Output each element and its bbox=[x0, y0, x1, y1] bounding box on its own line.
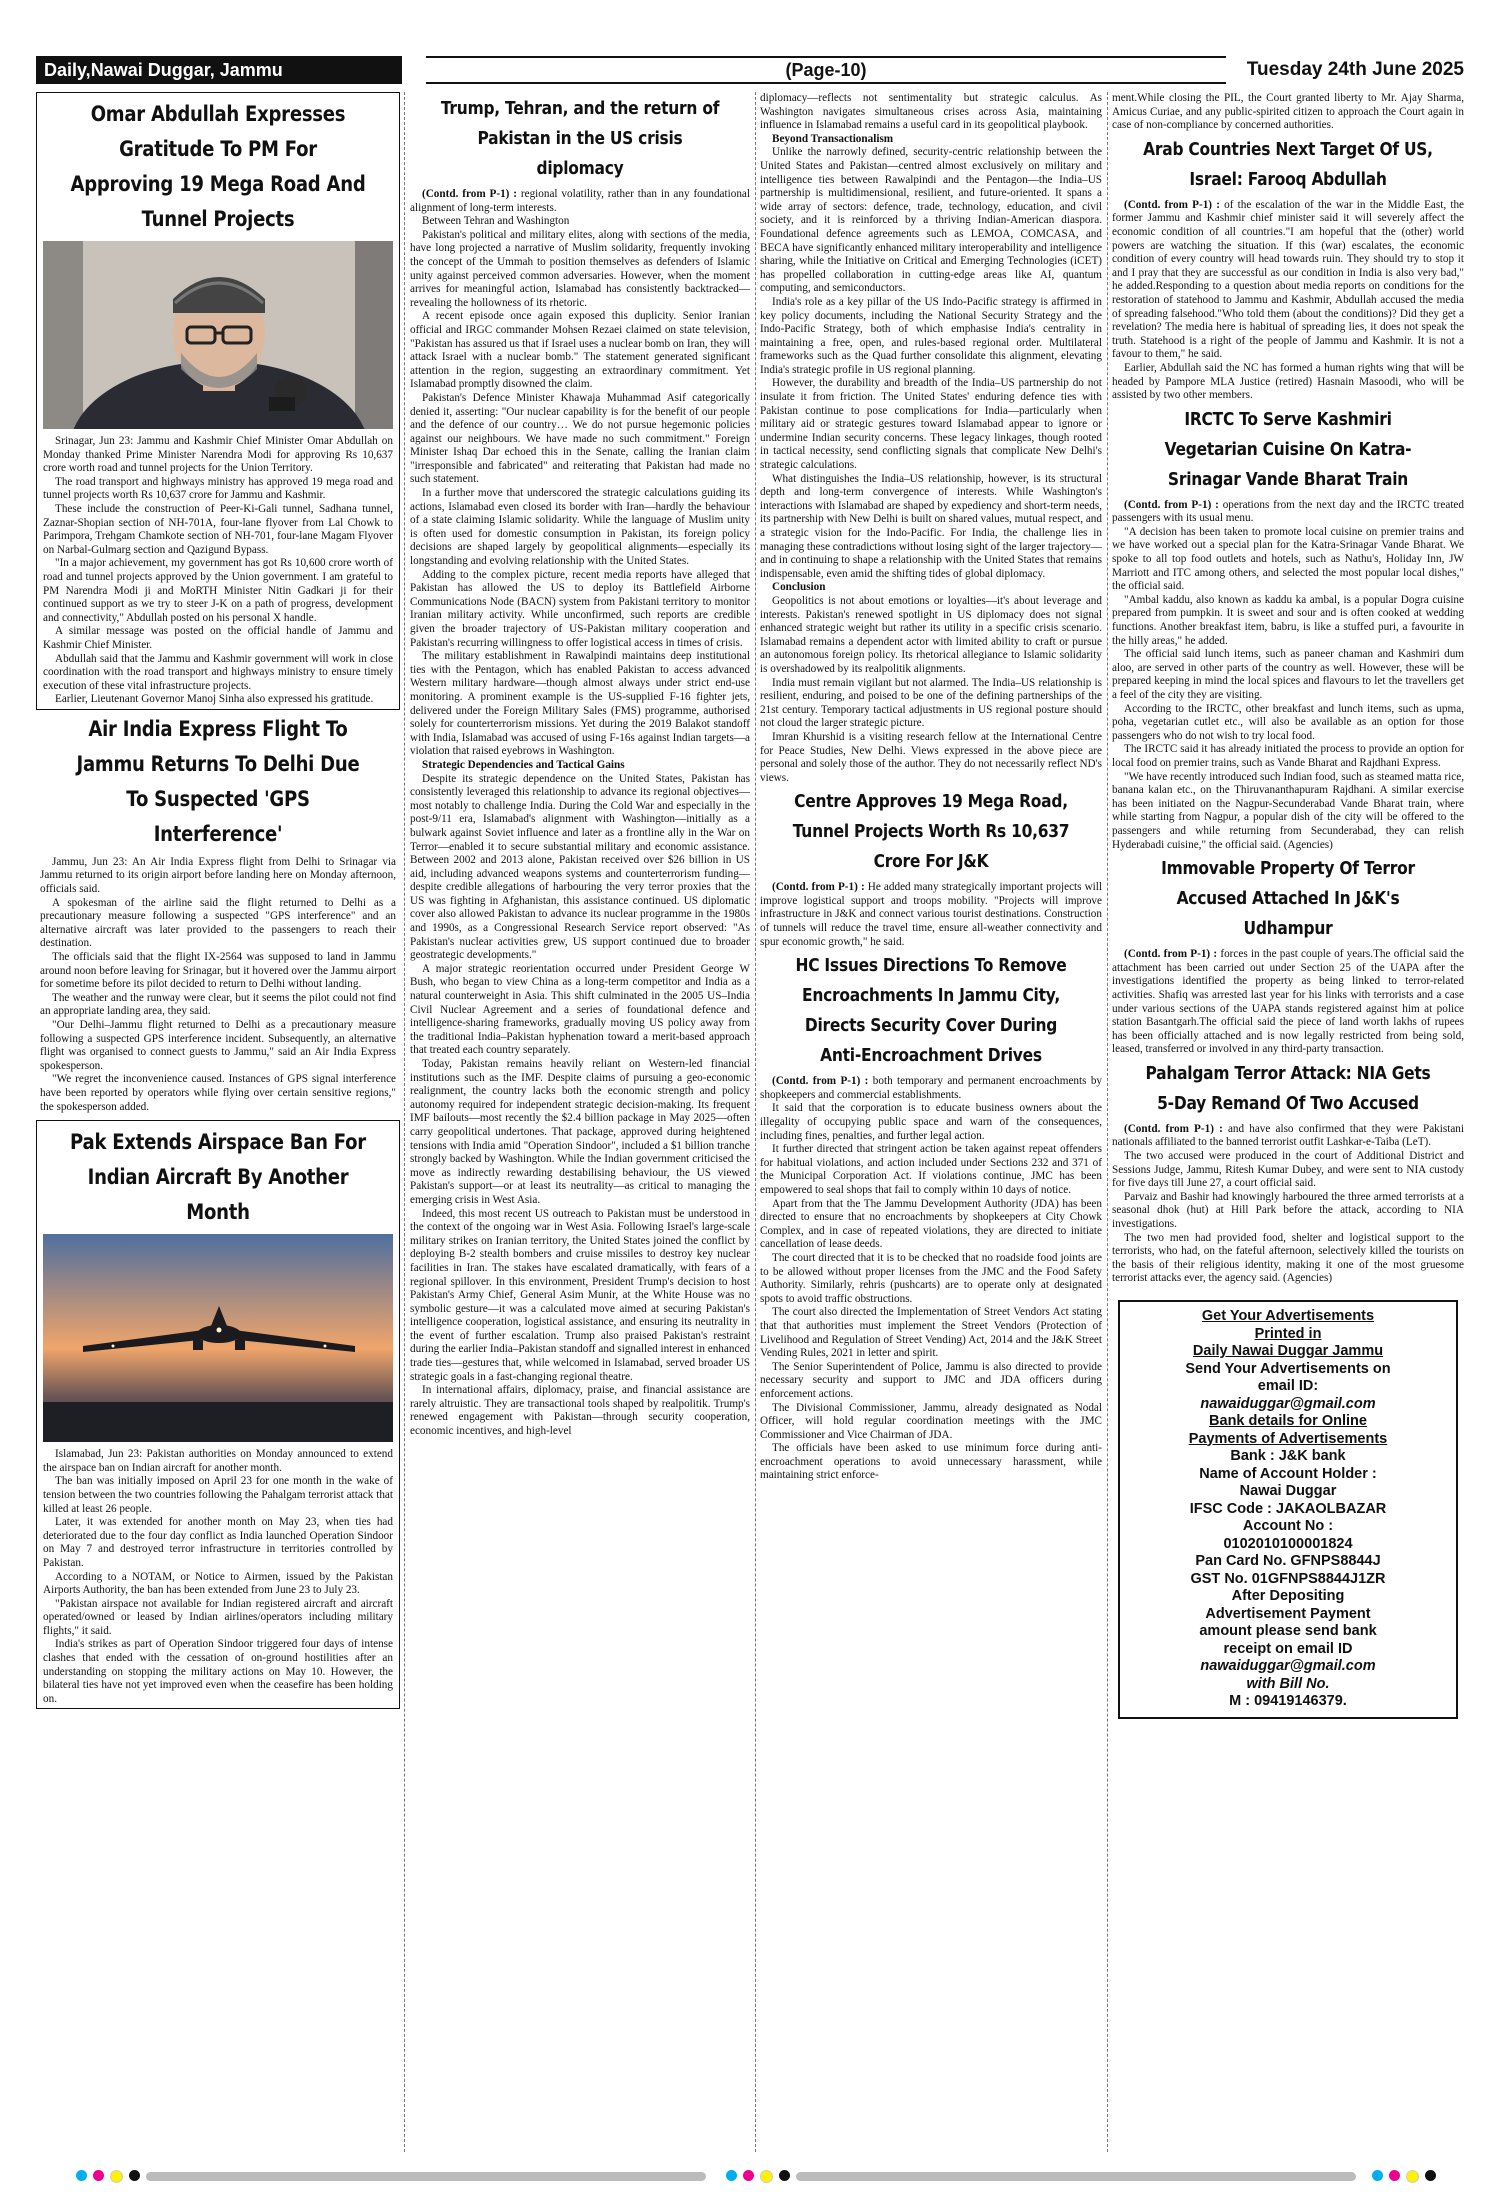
paragraph: Adding to the complex picture, recent media reports have alleged that Pakistan has allowed the US to deploy its Battlefield Airborne Communications Node (BACN) system from Pakistani territory to monitor Iranian military activity. While unconfirmed, such reports are credible given the broader trajectory of US-Pakistan military cooperation and Pakistan's recurring willingness to offer logistical access in times of crisis. bbox=[410, 568, 750, 649]
paragraph: Geopolitics is not about emotions or loyalties—it's about leverage and interests. Pakistan's renewed spotlight in US diplomacy does not signal enhanced strategic weight but rather its utility in a specific crisis scenario. Islamabad remains a dependent actor with limited ability to craft or pursue an autonomous foreign policy. Its rhetorical allegiance to Islamic solidarity is overshadowed by its realpolitik alignments. bbox=[760, 594, 1102, 675]
omar-abdullah-photo bbox=[43, 241, 393, 429]
paragraph: India's role as a key pillar of the US Indo-Pacific strategy is affirmed in key policy documents, including the National Security Strategy and the Indo-Pacific Strategy, both of which emphasise India's centrality in maintaining a free, open, and rules-based regional order. Multilateral frameworks such as the Quad further consolidate this alignment, elevating India's strategic profile in US regional planning. bbox=[760, 295, 1102, 376]
paragraph: India must remain vigilant but not alarmed. The India–US relationship is resilient, enduring, and poised to be one of the defining partnerships of the 21st century. Temporary tactical adjustments in US regional posture should not cloud the larger strategic picture. bbox=[760, 676, 1102, 730]
column-divider bbox=[1107, 92, 1108, 2152]
paragraph: A similar message was posted on the official handle of Jammu and Kashmir Chief Minister. bbox=[43, 625, 393, 651]
column-4 bbox=[1112, 92, 1464, 2152]
paragraph: Between Tehran and Washington bbox=[422, 215, 570, 228]
paragraph: The officials said that the flight IX-2564 was supposed to land in Jammu around noon before leaving for Srinagar, but it hovered over the Jammu airport for sometime before its pilot decided to return to Delhi without landing. bbox=[40, 951, 396, 991]
magenta-dot bbox=[743, 2170, 754, 2181]
black-dot bbox=[779, 2170, 790, 2181]
paragraph: However, the durability and breadth of the India–US partnership do not insulate it from friction. The United States' enduring defence ties with Pakistan continue to pose complications for India—particularly when military aid or strategic gestures toward Islamabad appear to ignore or undermine Indian security concerns. These legacy linkages, though rooted in tactical necessity, send conflicting signals that complicate New Delhi's strategic calculations. bbox=[760, 377, 1102, 472]
paragraph: The two accused were produced in the court of Additional District and Sessions Judge, Jammu, Ritesh Kumar Dubey, and were sent to NIA custody for five days till June 27, a court official said. bbox=[1112, 1150, 1464, 1190]
paragraph: It further directed that stringent action be taken against repeat offenders for habitual violations, and action included under Sections 232 and 371 of the Municipal Corporation Act. If violations continue, JMC has been empowered to seal shops that fail to comply within 10 days of notice. bbox=[760, 1143, 1102, 1196]
ad-email: nawaiduggar@gmail.com bbox=[1200, 1395, 1376, 1412]
paragraph: both temporary and permanent encroachments by shopkeepers and commercial establishments. bbox=[760, 1075, 1102, 1101]
advertisement-box bbox=[1118, 1300, 1458, 1719]
continued-marker: (Contd. from P-1) : bbox=[1124, 948, 1218, 961]
paragraph: "A decision has been taken to promote local cuisine on premier trains and we have worked out a special plan for the Katra-Srinagar Vande Bharat. We spoke to all top food outlets and hotels, such as Nathu's, Holiday Inn, JW Marriott and ITC among others, and selected the most popular local dishes," the official said. bbox=[1112, 525, 1464, 593]
column-2 bbox=[410, 92, 750, 2152]
airplane-photo bbox=[43, 1234, 393, 1442]
paragraph: Jammu, Jun 23: An Air India Express flight from Delhi to Srinagar via Jammu returned to its origin airport before landing here on Monday afternoon, officials said. bbox=[40, 855, 396, 896]
paragraph: and have also confirmed that they were Pakistani nationals affiliated to the banned terrorist outfit Lashkar-e-Taiba (LeT). bbox=[1112, 1122, 1464, 1149]
ad-line: 0102010100001824 bbox=[1223, 1535, 1353, 1552]
headline: Pak Extends Airspace Ban For Indian Aircraft By Another Month bbox=[70, 1130, 366, 1225]
ad-line: Advertisement Payment bbox=[1205, 1605, 1371, 1622]
cyan-dot bbox=[76, 2170, 87, 2181]
ad-line: email ID: bbox=[1257, 1378, 1319, 1394]
paragraph: The official said lunch items, such as paneer chaman and Kashmiri dum aloo, are served in other parts of the country as well. However, these will be prepared keeping in mind the local spices and flavours to let the travellers get a feel of the city they are visiting. bbox=[1112, 648, 1464, 701]
ad-line: receipt on email ID bbox=[1223, 1640, 1353, 1657]
paragraph: The weather and the runway were clear, but it seems the pilot could not find an appropriate landing area, they said. bbox=[40, 991, 396, 1018]
column-1 bbox=[36, 92, 400, 2152]
paragraph: Earlier, Lieutenant Governor Manoj Sinha also expressed his gratitude. bbox=[55, 693, 374, 706]
ad-line: After Depositing bbox=[1231, 1588, 1345, 1604]
subheading: Beyond Transactionalism bbox=[772, 132, 894, 145]
headline: Centre Approves 19 Mega Road, Tunnel Projects Worth Rs 10,637 Crore For J&K bbox=[792, 791, 1070, 873]
black-dot bbox=[129, 2170, 140, 2181]
grey-bar bbox=[796, 2172, 1356, 2181]
continued-marker: (Contd. from P-1) : bbox=[1124, 198, 1220, 211]
paragraph: Today, Pakistan remains heavily reliant on Western-led financial institutions such as the IMF. Despite claims of pursuing a geo-economic realignment, the country lacks both the economic strength and policy autonomy required for independent strategic decision-making. Its frequent IMF bailouts—most recently the $2.4 billion package in May 2025—often carry geopolitical undertones. That package, approved during heightened tensions with India amid "Operation Sindoor", included a $1 billion tranche strongly backed by Washington. While the Indian government criticised the move as indirectly rewarding destabilising behaviour, the US viewed Pakistan's support—or at least its neutrality—as critical to managing the emerging crisis in West Asia. bbox=[410, 1058, 750, 1206]
magenta-dot bbox=[93, 2170, 104, 2181]
color-registration-dots bbox=[76, 2170, 140, 2183]
continued-marker: (Contd. from P-1) : bbox=[1124, 1122, 1223, 1135]
paragraph: Pakistan's political and military elites, along with sections of the media, have long projected a narrative of Muslim solidarity, frequently invoking the concept of the Ummah to position themselves as defenders of Islamic unity against perceived common adversaries. However, when the moment arrives for meaningful action, Islamabad has consistently backtracked—revealing the hollowness of its rhetoric. bbox=[410, 228, 750, 309]
black-dot bbox=[1425, 2170, 1436, 2181]
column-divider bbox=[404, 92, 405, 2152]
portrait-illustration bbox=[43, 241, 393, 429]
paragraph: In a further move that underscored the strategic calculations guiding its actions, Islamabad even closed its border with Iran—hardly the behaviour of a state claiming Islamic solidarity. While the language of Muslim unity is often used for domestic consumption in Pakistan, its foreign policy decisions are shaped largely by geopolitical alignments—especially its longstanding and evolving relationship with the United States. bbox=[410, 487, 750, 568]
paragraph: The ban was initially imposed on April 23 for one month in the wake of tension between the two countries following the Pahalgam terrorist attack that killed at least 26 people. bbox=[43, 1475, 393, 1515]
paragraph: regional volatility, rather than in any foundational alignment of long-term interests. bbox=[410, 188, 750, 214]
paragraph: According to a NOTAM, or Notice to Airmen, issued by the Pakistan Airports Authority, the ban has been extended from June 23 to July 23. bbox=[43, 1570, 393, 1597]
paragraph: The officials have been asked to use minimum force during anti-encroachment operations to avoid unnecessary harassment, while maintaining strict enforce- bbox=[760, 1442, 1102, 1482]
paragraph: ment.While closing the PIL, the Court granted liberty to Mr. Ajay Sharma, Amicus Curiae, and any public-spirited citizen to approach the Court again in case of non-compliance by concerned authorities. bbox=[1112, 92, 1464, 132]
paragraph: In international affairs, diplomacy, praise, and financial assistance are rarely altruistic. They are transactional tools shaped by realpolitik. Trump's renewed engagement with Pakistan—through security cooperation, economic incentives, and high-level bbox=[410, 1384, 750, 1438]
ad-line: GST No. 01GFNPS8844J1ZR bbox=[1190, 1570, 1386, 1587]
ad-line: Daily Nawai Duggar Jammu bbox=[1192, 1343, 1384, 1359]
paragraph: The Divisional Commissioner, Jammu, already designated as Nodal Officer, will hold regular coordination meetings with the JMC Commissioner and Vice Chairman of JDA. bbox=[760, 1401, 1102, 1441]
paragraph: "Our Delhi–Jammu flight returned to Delhi as a precautionary measure following a suspected GPS interference incident. Subsequently, an alternative flight was organised to connect guests to Jammu," said an Air India Express spokesperson. bbox=[40, 1019, 396, 1072]
paragraph: Despite its strategic dependence on the United States, Pakistan has consistently leveraged this relationship to advance its regional objectives—most notably to challenge India. During the Cold War and especially in the post-9/11 era, Islamabad's alignment with Washington—initially as a bulwark against Soviet influence and later as a frontline ally in the War on Terror—enabled it to secure substantial military and economic assistance. Between 2002 and 2013 alone, Pakistan received over $26 billion in US aid, including advanced weapons systems and counterterrorism funding—despite credible allegations of harbouring the very terror proxies that the US was fighting in Afghanistan, this assistance continued. US diplomatic cover also allowed Pakistan to advance its nuclear programme in the 1980s and 1990s, as a Congressional Research Service report observed: "As Pakistan's nuclear activities grew, US support continued due to broader geostrategic developments." bbox=[410, 772, 750, 962]
ad-line: Bank details for Online bbox=[1209, 1413, 1367, 1429]
paragraph: "We regret the inconvenience caused. Instances of GPS signal interference have been reported by operators while flying over certain sensitive regions," the spokesperson added. bbox=[40, 1073, 396, 1113]
color-registration-dots bbox=[726, 2170, 790, 2183]
paragraph: Islamabad, Jun 23: Pakistan authorities on Monday announced to extend the airspace ban on Indian aircraft for another month. bbox=[43, 1448, 393, 1474]
article-omar bbox=[36, 92, 400, 710]
ad-line: Payments of Advertisements bbox=[1188, 1430, 1388, 1447]
ad-line: Nawai Duggar bbox=[1239, 1483, 1337, 1499]
subheading: Strategic Dependencies and Tactical Gains bbox=[422, 758, 625, 771]
publication-name: Daily,Nawai Duggar, Jammu bbox=[36, 56, 402, 84]
headline: Omar Abdullah Expresses Gratitude To PM For Approving 19 Mega Road And Tunnel Projects bbox=[70, 102, 366, 231]
print-registration-strip bbox=[36, 2170, 1464, 2184]
paragraph: The two men had provided food, shelter and logistical support to the terrorists, who had, on the fateful afternoon, selectively killed the tourists on the basis of their religious identity, making it one of the most gruesome terrorist attacks ever, the agency said. (Agencies) bbox=[1112, 1231, 1464, 1285]
paragraph: The court directed that it is to be checked that no roadside food joints are to be allowed without proper licenses from the JMC and the Food Safety Authority. Similarly, rehris (pushcarts) are to operate only at designated spots to avoid traffic obstructions. bbox=[760, 1251, 1102, 1305]
yellow-dot bbox=[760, 2170, 773, 2183]
paragraph: The IRCTC said it has already initiated the process to provide an option for local food on premier trains, such as Vande Bharat and Rajdhani Express. bbox=[1112, 743, 1464, 769]
ad-line: Pan Card No. GFNPS8844J bbox=[1195, 1553, 1381, 1569]
grey-bar bbox=[146, 2172, 706, 2181]
paragraph: Earlier, Abdullah said the NC has formed a human rights wing that will be headed by Pampore MLA Justice (retired) Hasnain Masoodi, who will be assisted by two other members. bbox=[1112, 361, 1464, 402]
article-airspace bbox=[36, 1120, 400, 1709]
article-airindia bbox=[36, 712, 400, 1114]
column-3 bbox=[760, 92, 1102, 2152]
paragraph: These include the construction of Peer-Ki-Gali tunnel, Sadhana tunnel, Zaznar-Shopian section of NH-701A, four-lane flyover from Lal Chowk to Parimpora, Trehgam Chamkote section of NH-701, four-lane Magam Flyover on Narbal-Gulmarg section and Qazigund Bypass. bbox=[43, 502, 393, 556]
ad-line: with Bill No. bbox=[1246, 1675, 1330, 1692]
paragraph: A recent episode once again exposed this duplicity. Senior Iranian official and IRGC commander Mohsen Rezaei claimed on state television, "Pakistan has assured us that if Israel uses a nuclear bomb on Iran, they will attack Israel with a nuclear bomb." The statement generated significant attention in the region, suggesting an extraordinary commitment. Yet Islamabad promptly disowned the claim. bbox=[410, 310, 750, 391]
paragraph: "We have recently introduced such Indian food, such as steamed matta rice, banana kalan etc., on the Thiruvananthapuram Rajdhani. A similar exercise has been initiated on the Nagpur-Secunderabad Vande Bharat train, where while starting from Nagpur, a popular dish of the city will be offered to the passengers and while returning from Secunderabad, they can relish Hyderabadi cuisine," the official said. (Agencies) bbox=[1112, 770, 1464, 851]
column-divider bbox=[755, 92, 756, 2152]
ad-phone: M : 09419146379. bbox=[1229, 1693, 1347, 1709]
paragraph: of the escalation of the war in the Middle East, the former Jammu and Kashmir chief minister said it will severely affect the economic condition of all countries."I am hopeful that the (other) world powers are watching the situation. If this (war) escalates, the economic condition of every country will head towards ruin. They should try to stop it and I pray that they are successful as our condition in India is also very bad," he added.Responding to a question about media reports on conditions for the restoration of statehood to Jammu and Kashmir, Abdullah accused the media of spreading falsehood."Who told them (about the conditions)? Did they get a revelation? The media here is habitual of spreading lies, it does not speak the truth. Statehood is a right of the people of Jammu and Kashmir. It is not a favour to them," he said. bbox=[1112, 198, 1464, 361]
headline: HC Issues Directions To Remove Encroachments In Jammu City, Directs Security Cover During Anti-Encroachment Drives bbox=[795, 955, 1067, 1067]
ad-line: Printed in bbox=[1254, 1325, 1322, 1342]
paragraph: Pakistan's Defence Minister Khawaja Muhammad Asif categorically denied it, asserting: "Our nuclear capability is for the benefit of our people and the defence of our country… We do not pursue hegemonic policies against our neighbours. We have made no such commitment." Foreign Minister Ishaq Dar echoed this in the Senate, calling the Iranian claim "irresponsible and fabricated" and reiterating that Pakistan had made no such statement. bbox=[410, 391, 750, 486]
airplane-illustration bbox=[43, 1234, 393, 1442]
paragraph: A major strategic reorientation occurred under President George W Bush, who began to view China as a long-term competitor and India as a natural counterweight in Asia. This shift culminated in the 2005 US–India Civil Nuclear Agreement and a series of foundational defence and intelligence-sharing frameworks, gradually moving US policy away from the traditional India–Pakistan hyphenation toward a merit-based approach that treated each country separately. bbox=[410, 962, 750, 1057]
paragraph: According to the IRCTC, other breakfast and lunch items, such as upma, poha, vegetarian cutlet etc., will also be available as an option for those passengers who do not wish to try local food. bbox=[1112, 702, 1464, 742]
cyan-dot bbox=[726, 2170, 737, 2181]
ad-line: Send Your Advertisements on bbox=[1185, 1360, 1391, 1377]
paragraph: Indeed, this most recent US outreach to Pakistan must be understood in the context of the ongoing war in West Asia. Following Israel's large-scale military strikes on Iranian territory, the United States joined the conflict by deploying B-2 stealth bombers and cruise missiles to destroy key nuclear facilities in Iran. The stakes have escalated dramatically, with fears of a regional spillover. In this environment, President Trump's decision to host Pakistan's Army Chief, General Asim Munir, at the White House was no symbolic gesture—it was a calculated move aimed at securing Pakistan's intelligence cooperation, logistical assistance, and ensuring its neutrality in the event of further escalation. Trump also praised Pakistan's restraint during the earlier India–Pakistan standoff and signalled interest in enhanced trade ties—gestures that, while welcomed in Islamabad, served broader US strategic goals in a fast-changing regional theatre. bbox=[410, 1207, 750, 1383]
paragraph: A spokesman of the airline said the flight returned to Delhi as a precautionary measure following a suspected "GPS interference" and an alternative aircraft was later provided to the passengers to reach their destination. bbox=[40, 896, 396, 950]
continued-marker: (Contd. from P-1) : bbox=[772, 881, 865, 894]
page-number: (Page-10) bbox=[769, 58, 882, 82]
subheading: Conclusion bbox=[772, 581, 826, 594]
headline: Trump, Tehran, and the return of Pakistan in the US crisis diplomacy bbox=[440, 98, 720, 179]
paragraph: operations from the next day and the IRCTC treated passengers with its usual menu. bbox=[1112, 498, 1464, 525]
issue-date: Tuesday 24th June 2025 bbox=[1246, 59, 1464, 80]
yellow-dot bbox=[110, 2170, 123, 2183]
color-registration-dots bbox=[1372, 2170, 1436, 2183]
continued-marker: (Contd. from P-1) : bbox=[422, 188, 517, 200]
paragraph: "Ambal kaddu, also known as kaddu ka ambal, is a popular Dogra cuisine prepared from pumpkin. It is sweet and sour and is often cooked at wedding functions. Another breakfast item, babru, is like a stuffed puri, a favourite in the hilly areas," he added. bbox=[1112, 593, 1464, 647]
paragraph: What distinguishes the India–US relationship, however, is its structural depth and long-term convergence of interests. While Washington's interactions with Islamabad are shaped by expediency and short-term needs, its partnership with New Delhi is built on shared values, mutual respect, and a strategic vision for the Indo-Pacific. For India, the challenge lies in managing these contradictions without losing sight of the larger trajectory—and in continuing to shape a relationship with the United States that remains indispensable, even amid the shifting tides of global diplomacy. bbox=[760, 472, 1102, 580]
masthead bbox=[36, 56, 1464, 86]
paragraph: He added many strategically important projects will improve logistical support and troops mobility. "Projects will improve infrastructure in J&K and connect various tourist destinations. Construction of tunnels will reduce the travel time, ensure all-weather connectivity and spur economic growth," he said. bbox=[760, 881, 1102, 948]
paragraph: Abdullah said that the Jammu and Kashmir government will work in close coordination with the road transport and highways ministry to ensure timely execution of these vital infrastructure projects. bbox=[43, 652, 393, 692]
ad-line: Bank : J&K bank bbox=[1230, 1448, 1346, 1464]
paragraph: forces in the past couple of years.The official said the attachment has been carried out under Section 25 of the UAPA after the investigations identified the property as being linked to terror-related activities. Shafiq was arrested last year for his links with terrorists and a case under various sections of the UAPA stands registered against him at police station Basantgarh.The official said the piece of land worth lakhs of rupees has been officially attached and is now legally restricted from being sold, leased, transferred or involved in any third-party transaction. bbox=[1112, 948, 1464, 1056]
paragraph: It said that the corporation is to educate business owners about the illegality of occupying public space and warn of the consequences, including fines, penalties, and further legal action. bbox=[760, 1102, 1102, 1142]
paragraph: Srinagar, Jun 23: Jammu and Kashmir Chief Minister Omar Abdullah on Monday thanked Prime Minister Narendra Modi for approving Rs 10,637 crore worth road and tunnel projects for the Union Territory. bbox=[43, 435, 393, 475]
continued-marker: (Contd. from P-1) : bbox=[772, 1075, 869, 1088]
paragraph: The military establishment in Rawalpindi maintains deep institutional ties with the Pentagon, which has enabled Pakistan to access advanced Western military hardware—though almost always under strict end-use monitoring. A prominent example is the US-supplied F-16 fighter jets, delivered under the Foreign Military Sales (FMS) programme, authorised solely for counterterrorism missions. Yet during the 2019 Balakot standoff with India, Islamabad was accused of using F-16s against Indian targets—a violation that raised eyebrows in Washington. bbox=[410, 650, 750, 758]
paragraph: The road transport and highways ministry has approved 19 mega road and tunnel projects worth Rs 10,637 crore for Jammu and Kashmir. bbox=[43, 475, 393, 502]
paragraph: Unlike the narrowly defined, security-centric relationship between the United States and Pakistan—centred almost exclusively on military and intelligence ties between Rawalpindi and the Pentagon—the India–US partnership is multidimensional, resilient, and future-oriented. It spans a wide array of sectors: defence, trade, technology, education, and civil society, and it is reinforced by a thriving Indian-American diaspora. Foundational defence agreements such as LEMOA, COMCASA, and BECA have significantly enhanced military interoperability and intelligence sharing, while the Initiative on Critical and Emerging Technologies (iCET) has propelled collaboration in cutting-edge areas like AI, quantum computing, and semiconductors. bbox=[760, 146, 1102, 295]
ad-email: nawaiduggar@gmail.com bbox=[1200, 1658, 1376, 1674]
yellow-dot bbox=[1406, 2170, 1419, 2183]
cyan-dot bbox=[1372, 2170, 1383, 2181]
ad-line: amount please send bank bbox=[1199, 1623, 1377, 1639]
paragraph: Imran Khurshid is a visiting research fellow at the International Centre for Peace Studies, New Delhi. Views expressed in the above piece are personal and solely those of the author. They do not necessarily reflect ND's views. bbox=[760, 730, 1102, 784]
headline: Arab Countries Next Target Of US, Israel: Farooq Abdullah bbox=[1143, 138, 1433, 190]
paragraph: Parvaiz and Bashir had knowingly harboured the three armed terrorists at a seasonal dhok (hut) at Hill Park before the attack, according to NIA investigations. bbox=[1112, 1190, 1464, 1231]
paragraph: Apart from that the The Jammu Development Authority (JDA) has been directed to ensure that no encroachments by shopkeepers at City Chowk Complex, and in case of repeated violations, they are directed to initiate cancellation of lease deeds. bbox=[760, 1197, 1102, 1251]
ad-line: Get Your Advertisements bbox=[1201, 1308, 1375, 1324]
paragraph: "In a major achievement, my government has got Rs 10,600 crore worth of road and tunnel projects approved by the Union government. I am grateful to PM Narendra Modi ji and MoRTH Minister Nitin Gadkari ji for their continued support as we try to steer J-K on a path of progress, development and connectivity," Abdullah posted on his personal X handle. bbox=[43, 557, 393, 624]
paragraph: India's strikes as part of Operation Sindoor triggered four days of intense clashes that ended with the cessation of on-ground hostilities after an understanding on stopping the military actions on May 10. However, the bilateral ties have not yet improved even when the ceasefire has been holding on. bbox=[43, 1638, 393, 1705]
paragraph: The Senior Superintendent of Police, Jammu is also directed to provide necessary security and support to JMC and JDA officers during enforcement actions. bbox=[760, 1360, 1102, 1400]
headline: IRCTC To Serve Kashmiri Vegetarian Cuisine On Katra-Srinagar Vande Bharat Train bbox=[1164, 408, 1412, 490]
paragraph: Later, it was extended for another month on May 23, when ties had deteriorated due to the four day conflict as India launched Operation Sindoor on May 7 and destroyed terror infrastructure in territories controlled by Pakistan. bbox=[43, 1516, 393, 1569]
paragraph: The court also directed the Implementation of Street Vendors Act stating that that authorities must implement the Street Vendors (Protection of Livelihood and Regulation of Street Vending) Act, 2014 and the J&K Street Vending Rules, 2021 in letter and spirit. bbox=[760, 1306, 1102, 1360]
magenta-dot bbox=[1389, 2170, 1400, 2181]
ad-line: Account No : bbox=[1242, 1518, 1334, 1534]
paragraph: diplomacy—reflects not sentimentality but strategic calculus. As Washington navigates simultaneous crises across Asia, maintaining influence in Islamabad remains a useful card in its geopolitical playbook. bbox=[760, 92, 1102, 132]
page-number-rule bbox=[426, 56, 1226, 84]
ad-line: IFSC Code : JAKAOLBAZAR bbox=[1189, 1500, 1387, 1517]
headline: Immovable Property Of Terror Accused Attached In J&K's Udhampur bbox=[1161, 858, 1415, 940]
continued-marker: (Contd. from P-1) : bbox=[1124, 498, 1219, 511]
headline: Pahalgam Terror Attack: NIA Gets 5-Day Remand Of Two Accused bbox=[1145, 1062, 1431, 1114]
paragraph: "Pakistan airspace not available for Indian registered aircraft and aircraft operated/owned or leased by Indian airlines/operators including military flights," it said. bbox=[43, 1597, 393, 1637]
headline: Air India Express Flight To Jammu Returns To Delhi Due To Suspected 'GPS Interference' bbox=[76, 716, 360, 846]
ad-line: Name of Account Holder : bbox=[1199, 1465, 1377, 1482]
